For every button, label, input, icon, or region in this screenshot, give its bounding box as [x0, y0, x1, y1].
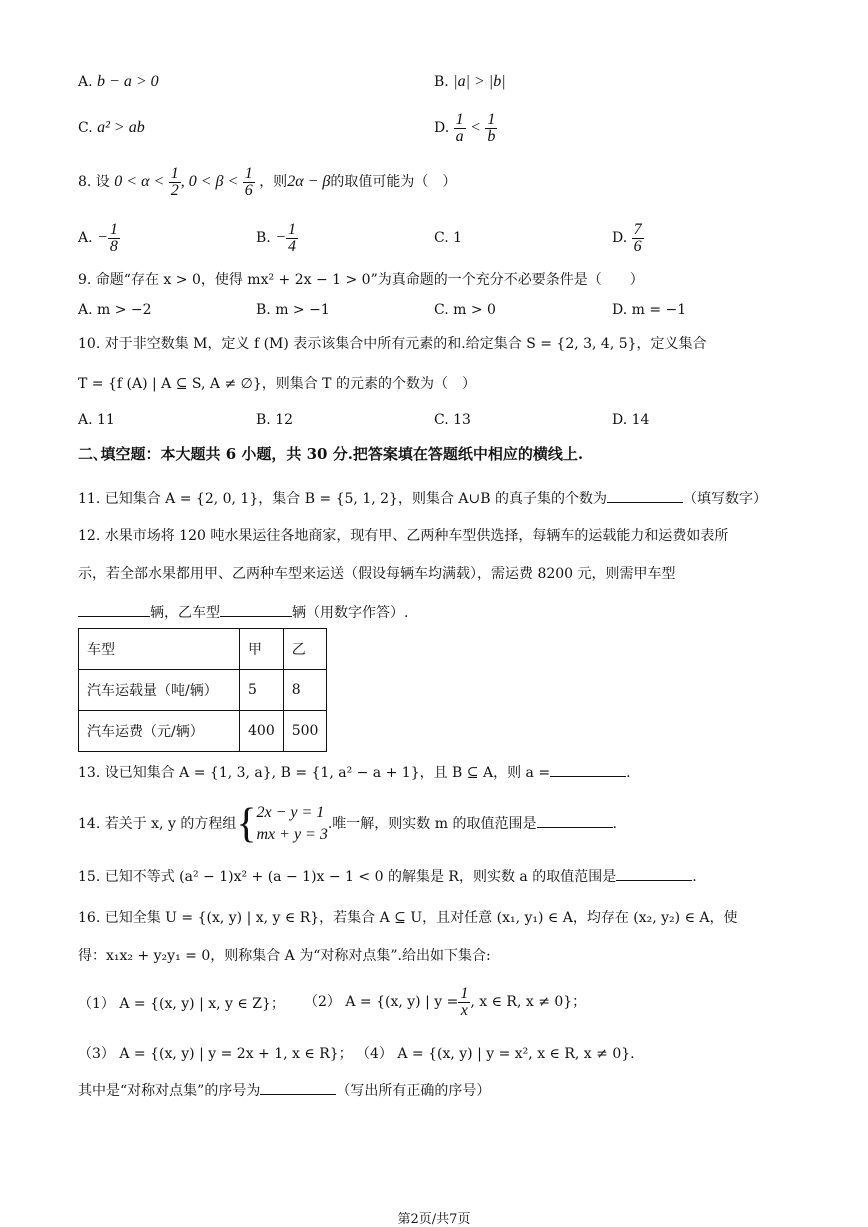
table-row: 汽车运费（元/辆） 400 500 — [79, 711, 327, 752]
vehicle-table — [78, 628, 327, 752]
q10-line2: T = {f (A) | A ⊆ S, A ≠ ∅}，则集合 T 的元素的个数为（ ） — [78, 376, 476, 392]
q8-option-b: B. − $\frac{1}{4}$ — [256, 220, 296, 255]
answer-blank — [607, 488, 683, 503]
q10-option-b: B. 12 — [256, 412, 294, 428]
answer-blank — [78, 602, 150, 617]
q16-option-2: （2） A = {(x, y) | y = $\frac{1}{x}$ , x ∈ R, x ≠ 0}； — [304, 984, 587, 1019]
q14: 14. 若关于 x, y 的方程组{ 2x − y = 1 mx + y = 3 .唯一解，则实数 m 的取值范围是 . — [78, 801, 617, 847]
answer-blank — [220, 602, 292, 617]
q7-option-d: D. $\frac{1}{a}$ < $\frac{1}{b}$ — [434, 110, 496, 145]
q8-option-c: C. 1 — [434, 230, 463, 246]
q10-option-c: C. 13 — [434, 412, 471, 428]
q7-option-a: A. b − a > 0 — [78, 73, 159, 90]
q11: 11. 已知集合 A = {2, 0, 1}，集合 B = {5, 1, 2}，则集合 A∪B 的真子集的个数为 （填写数字） — [78, 488, 767, 509]
section-heading: 二､填空题：本大题共 6 小题，共 30 分.把答案填在答题纸中相应的横线上. — [78, 445, 584, 463]
q16-option-1: （1） A = {(x, y) | x, y ∈ Z}； — [78, 996, 285, 1012]
q10-option-d: D. 14 — [612, 412, 650, 428]
q9-stem: 9. 命题“存在 x > 0，使得 mx² + 2x − 1 > 0”为真命题的一个充分不必要条件是（ ） — [78, 272, 644, 288]
answer-blank — [550, 762, 626, 777]
q16-option-4: （4） A = {(x, y) | y = x², x ∈ R, x ≠ 0}. — [356, 1046, 635, 1062]
q12-line1: 12. 水果市场将 120 吨水果运往各地商家，现有甲、乙两种车型供选择，每辆车的运载能力和运费如表所 — [78, 528, 729, 544]
q13: 13. 设已知集合 A = {1, 3, a}, B = {1, a² − a + 1}，且 B ⊆ A，则 a = . — [78, 762, 631, 783]
q10-option-a: A. 11 — [78, 412, 115, 428]
q16-line2: 得：x₁x₂ + y₂y₁ = 0，则称集合 A 为“对称对点集”.给出如下集合: — [78, 948, 491, 964]
q12-line3: 辆，乙车型 辆（用数字作答）. — [78, 602, 408, 623]
q8-option-a: A. − $\frac{1}{8}$ — [78, 220, 118, 255]
q16-line1: 16. 已知全集 U = {(x, y) | x, y ∈ R}，若集合 A ⊆ U，且对任意 (x₁, y₁) ∈ A，均存在 (x₂, y₂) ∈ A，使 — [78, 910, 738, 926]
q9-option-d: D. m = −1 — [612, 302, 687, 318]
q9-option-a: A. m > −2 — [78, 302, 152, 318]
q8-option-d: D. $\frac{7}{6}$ — [612, 220, 642, 255]
page-footer: 第2页/共7页 — [397, 1212, 471, 1227]
q7-option-c: C. a² > ab — [78, 119, 145, 136]
answer-blank — [616, 866, 692, 881]
q10-line1: 10. 对于非空数集 M，定义 f (M) 表示该集合中所有元素的和.给定集合 S = {2, 3, 4, 5}，定义集合 — [78, 336, 707, 352]
q7-option-b: B. |a| > |b| — [434, 73, 506, 90]
q16-option-3: （3） A = {(x, y) | y = 2x + 1, x ∈ R}； — [78, 1046, 353, 1062]
answer-blank — [537, 813, 613, 828]
q9-option-c: C. m > 0 — [434, 302, 496, 318]
q16-last: 其中是“对称对点集”的序号为 （写出所有正确的序号） — [78, 1080, 490, 1101]
fraction: $\frac{1}{b}$ — [487, 110, 496, 145]
q12-line2: 示，若全部水果都用甲、乙两种车型来运送（假设每辆车均满载），需运费 8200 元，则需甲车型 — [78, 566, 676, 582]
fraction: $\frac{1}{a}$ — [455, 110, 464, 145]
table-row: 汽车运载量（吨/辆） 5 8 — [79, 670, 327, 711]
table-row: 车型 甲 乙 — [79, 629, 327, 670]
q15: 15. 已知不等式 (a² − 1)x² + (a − 1)x − 1 < 0 的解集是 R，则实数 a 的取值范围是 . — [78, 866, 697, 887]
q9-option-b: B. m > −1 — [256, 302, 330, 318]
answer-blank — [260, 1080, 336, 1095]
q8-stem: 8. 设 0 < α < $\frac{1}{2}$ , 0 < β < $\frac{1}{6}$ ，则2α − β的取值可能为（ ） — [78, 164, 457, 199]
